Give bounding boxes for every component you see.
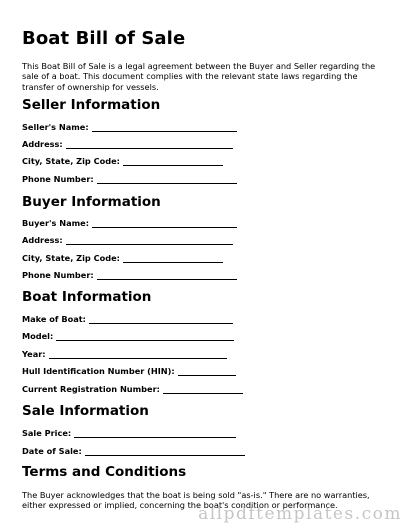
seller-phone-field (22, 174, 237, 184)
boat-year-label: Year: (22, 349, 46, 359)
seller-city-field (22, 156, 223, 166)
boat-make-label: Make of Boat: (22, 314, 86, 324)
buyer-address-field (22, 235, 233, 245)
buyer-phone-line[interactable] (97, 272, 237, 280)
buyer-name-field (22, 218, 237, 228)
buyer-section-heading: Buyer Information (22, 194, 161, 210)
sale-price-field (22, 428, 236, 438)
watermark: allpdftemplates.com (198, 504, 402, 524)
boat-section-heading: Boat Information (22, 289, 152, 305)
boat-year-line[interactable] (49, 351, 227, 359)
seller-name-field (22, 122, 237, 132)
sale-section-heading: Sale Information (22, 403, 149, 419)
boat-make-field (22, 314, 233, 324)
seller-phone-label: Phone Number: (22, 174, 94, 184)
buyer-city-label: City, State, Zip Code: (22, 253, 120, 263)
sale-date-label: Date of Sale: (22, 446, 82, 456)
buyer-address-label: Address: (22, 235, 63, 245)
boat-registration-field (22, 384, 243, 394)
boat-registration-label: Current Registration Number: (22, 384, 160, 394)
buyer-city-line[interactable] (123, 255, 223, 263)
terms-section-heading: Terms and Conditions (22, 464, 187, 480)
seller-address-field (22, 139, 233, 149)
boat-year-field (22, 349, 227, 359)
page-title: Boat Bill of Sale (22, 28, 186, 49)
buyer-name-line[interactable] (92, 220, 237, 228)
sale-date-line[interactable] (85, 448, 245, 456)
buyer-phone-field (22, 270, 237, 280)
boat-model-label: Model: (22, 331, 54, 341)
boat-model-field (22, 331, 234, 341)
buyer-name-label: Buyer's Name: (22, 218, 89, 228)
boat-make-line[interactable] (89, 316, 233, 324)
boat-hin-line[interactable] (178, 368, 236, 376)
seller-city-label: City, State, Zip Code: (22, 156, 120, 166)
seller-section-heading: Seller Information (22, 97, 161, 113)
buyer-address-line[interactable] (66, 237, 233, 245)
seller-address-line[interactable] (66, 141, 233, 149)
buyer-phone-label: Phone Number: (22, 270, 94, 280)
seller-phone-line[interactable] (97, 176, 237, 184)
seller-name-line[interactable] (92, 124, 237, 132)
boat-model-line[interactable] (56, 333, 234, 341)
boat-hin-label: Hull Identification Number (HIN): (22, 366, 175, 376)
boat-hin-field (22, 366, 236, 376)
sale-price-label: Sale Price: (22, 428, 72, 438)
intro-paragraph: This Boat Bill of Sale is a legal agreement between the Buyer and Seller regarding the sale of a boat. This document complies with the relevant state laws regarding the transfer of ownership for vessels. (22, 61, 376, 92)
seller-address-label: Address: (22, 139, 63, 149)
sale-date-field (22, 446, 245, 456)
buyer-city-field (22, 253, 223, 263)
seller-name-label: Seller's Name: (22, 122, 89, 132)
seller-city-line[interactable] (123, 158, 223, 166)
boat-registration-line[interactable] (163, 386, 243, 394)
sale-price-line[interactable] (74, 430, 236, 438)
terms-paragraph: The Buyer acknowledges that the boat is being sold "as-is." There are no warranties, either expressed or implied, concerning the boat's condition or performance. (22, 490, 370, 511)
